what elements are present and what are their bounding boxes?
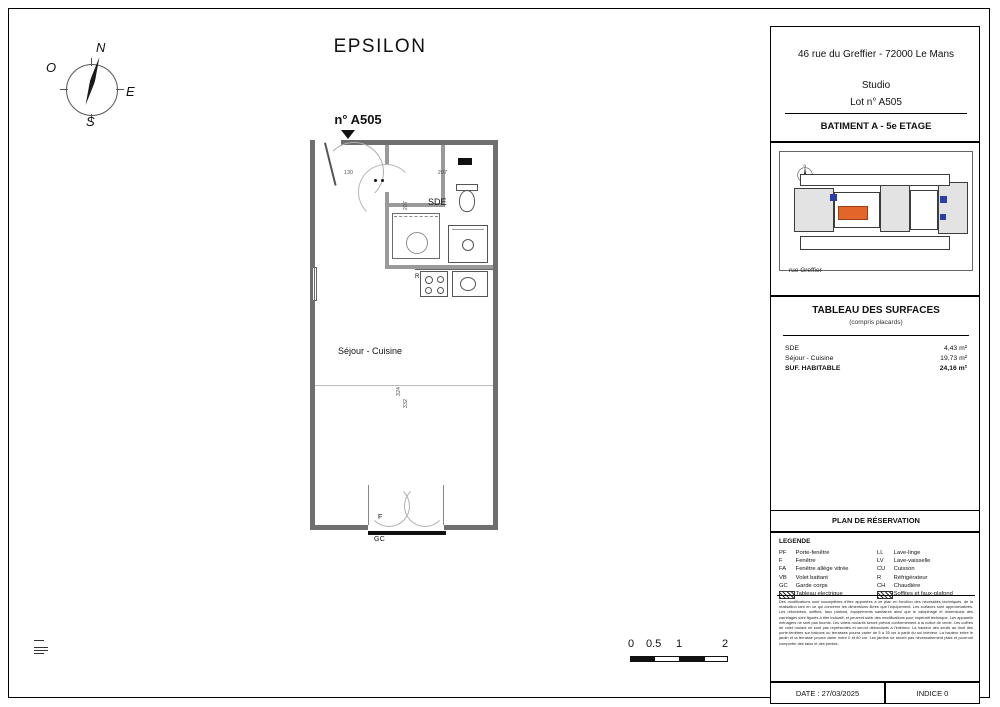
electrical-panel — [458, 158, 472, 165]
map-marker-2 — [940, 196, 947, 203]
surface-label-total: SUF. HABITABLE — [785, 364, 841, 372]
reservation-plan-text: PLAN DE RÉSERVATION — [832, 516, 920, 525]
legend-desc-lv: Lave-vaisselle — [893, 558, 931, 565]
surface-label-sde: SDE — [785, 344, 799, 352]
sink-bowl — [460, 277, 476, 291]
dim-207b: 207 — [403, 200, 409, 210]
scale-seg-4 — [704, 656, 728, 662]
address-box — [770, 26, 980, 142]
locator-street-label: rue Greffier — [789, 267, 822, 274]
locator-map-box — [770, 142, 980, 296]
surface-value-sde: 4,43 m² — [943, 344, 967, 352]
indice-box — [885, 682, 980, 704]
window-left-glass — [314, 267, 315, 301]
dim-207a: 207 — [438, 170, 448, 176]
svg-text:N: N — [803, 164, 807, 168]
french-door-swing-right — [404, 485, 446, 527]
scale-tick-2: 2 — [722, 638, 729, 650]
marker-dot-2 — [381, 179, 384, 182]
legend-divider — [777, 595, 975, 596]
map-building-4 — [910, 190, 938, 230]
toilet-fixture — [459, 190, 475, 212]
legend-row — [779, 549, 975, 557]
legend-table — [779, 549, 975, 600]
compass-tick-e — [116, 89, 124, 90]
unit-lot: Lot n° A505 — [850, 97, 902, 108]
legend-row — [779, 582, 975, 590]
info-panel — [770, 26, 980, 698]
map-unit-highlight — [838, 206, 868, 220]
room-label-sejour: Séjour - Cuisine — [338, 346, 403, 356]
french-door-opening — [368, 525, 444, 530]
legend-desc-fa: Fenêtre allège vitrée — [795, 566, 849, 573]
reservation-plan-box — [770, 510, 980, 532]
map-marker-1 — [830, 194, 837, 201]
scale-seg-1 — [630, 656, 654, 662]
scale-bar — [628, 638, 734, 664]
wall-right — [493, 140, 498, 530]
building-floor: BATIMENT A - 5e ETAGE — [820, 121, 932, 132]
dim-130: 130 — [344, 170, 354, 176]
cooktop-burner-1 — [425, 276, 433, 284]
compass-label-north: N — [96, 40, 106, 55]
map-building-5 — [938, 182, 968, 234]
appliance-dash-1 — [394, 216, 438, 217]
legend-desc-r: Réfrigérateur — [893, 574, 928, 581]
door-mark-gc: GC — [374, 536, 386, 543]
legend-code-gc: GC — [779, 582, 788, 589]
locator-map — [779, 151, 973, 271]
surface-table-subtitle: (compris placards) — [849, 319, 903, 326]
wall-left — [310, 140, 315, 530]
shower-drain — [462, 239, 474, 251]
surface-table-title: TABLEAU DES SURFACES — [812, 305, 940, 316]
compass-label-south: S — [86, 114, 95, 129]
corner-registration-marks — [34, 640, 48, 656]
marker-dot-1 — [374, 179, 377, 182]
legend-desc-gc: Garde corps — [795, 582, 828, 589]
balcony-rail — [368, 531, 446, 535]
lot-pointer-arrow — [341, 130, 355, 139]
scale-tick-0: 0 — [628, 638, 635, 650]
surface-divider — [783, 335, 969, 336]
cooktop-burner-4 — [437, 287, 444, 294]
kitchen-counter-edge — [415, 269, 493, 270]
legend-desc-vb: Volet battant — [795, 574, 828, 581]
legend-code-ll: LL — [876, 550, 884, 557]
cooktop-burner-2 — [437, 276, 444, 283]
dim-332: 332 — [403, 398, 409, 408]
legend-code-r: R — [876, 574, 882, 581]
legend-desc-pf: Porte-fenêtre — [795, 550, 830, 557]
address-text: 46 rue du Greffier - 72000 Le Mans — [797, 49, 955, 60]
legend-desc-cu: Cuisson — [893, 566, 915, 573]
ceiling-line — [315, 385, 493, 386]
french-door-leaf-right — [443, 485, 444, 525]
page-title: EPSILON — [333, 36, 427, 57]
compass-circle — [66, 64, 118, 116]
surface-table — [785, 343, 967, 373]
legend-desc-ch: Chaudière — [893, 582, 921, 589]
legend-box — [770, 532, 980, 682]
legend-code-cu: CU — [876, 566, 886, 573]
washing-machine-door — [406, 232, 428, 254]
indice-text: INDICE 0 — [916, 689, 949, 698]
legend-code-ch: CH — [876, 582, 886, 589]
fridge-label: R — [415, 274, 420, 280]
legend-code-lv: LV — [876, 558, 884, 565]
surface-value-sejour: 19,73 m² — [940, 354, 967, 362]
map-building-3 — [880, 184, 910, 232]
dim-324: 324 — [396, 386, 402, 396]
legend-code-f: F — [779, 558, 783, 565]
legend-row — [779, 574, 975, 582]
map-building-1 — [794, 188, 834, 232]
map-marker-3 — [940, 214, 946, 220]
legend-desc-f: Fenêtre — [795, 558, 816, 565]
entry-door-opening — [315, 140, 341, 145]
compass-tick-n — [91, 58, 92, 66]
legend-code-vb: VB — [779, 574, 787, 581]
surface-label-sejour: Séjour - Cuisine — [785, 354, 834, 362]
surface-table-box — [770, 296, 980, 518]
compass-rose — [44, 32, 174, 132]
scale-seg-2 — [654, 656, 680, 662]
address-divider — [785, 113, 967, 114]
scale-seg-3 — [680, 656, 704, 662]
legend-row — [779, 565, 975, 573]
toilet-tank — [456, 184, 478, 191]
floor-plan — [310, 140, 498, 543]
lot-number-label: n° A505 — [334, 112, 382, 127]
map-band-top — [800, 174, 950, 186]
scale-tick-1: 1 — [676, 638, 683, 650]
surface-value-total: 24,16 m² — [939, 364, 967, 372]
date-box — [770, 682, 885, 704]
scale-tick-05: 0.5 — [646, 638, 662, 650]
table-row-total — [785, 363, 967, 373]
map-band-bottom — [800, 236, 950, 250]
date-text: DATE : 27/03/2025 — [795, 689, 860, 698]
cooktop-fixture — [420, 271, 448, 297]
legend-desc-ll: Lave-linge — [893, 550, 921, 557]
compass-label-east: E — [126, 84, 135, 99]
table-row — [785, 343, 967, 353]
table-row — [785, 353, 967, 363]
compass-tick-w — [60, 89, 68, 90]
cooktop-burner-3 — [425, 287, 432, 294]
legend-disclaimer: Des modifications sont susceptibles d'être apportées à ce plan en fonction des nécessités techniques, de la réalisation tant en ce qui concerne les dimensions libres que l'équipement. Les surfaces sont approximatives. Les retombées, soffites, faux plafond, équipements sanitaires ainsi que le calepinage et dimensions des carrelages sont figurés à titre indicatif, et peuvent subir des modifications pour impératif technique. Les appareils ménagers ne sont pas fournis. Les volets roulants seront prévus conformément à la notice de vente. Les coffres de volet roulant ne sont pas représentés et seront débordants à l'intérieur. La hauteur des seuils au droit des porte-fenêtres sur balcons ou terrasses pourra varier de 5 à 35 cm à partir du sol intérieur. La hauteur entre le jardin et la terrasse pourra varier entre 0 et 60 cm. Les jardins ne seront pas nécessairement plats et pourront comporter des talus et des pentes. — [779, 599, 973, 646]
unit-type: Studio — [861, 80, 891, 91]
french-door-leaf-left — [368, 485, 369, 525]
room-label-sde: SDE — [428, 197, 447, 207]
legend-title: LEGENDE — [779, 538, 811, 545]
compass-label-west: O — [46, 60, 57, 75]
sde-door-swing — [358, 164, 414, 220]
legend-row — [779, 557, 975, 565]
legend-code-fa: FA — [779, 566, 787, 573]
shower-detail-1 — [452, 229, 484, 230]
legend-code-pf: PF — [779, 550, 787, 557]
door-mark-f: F — [378, 514, 383, 521]
